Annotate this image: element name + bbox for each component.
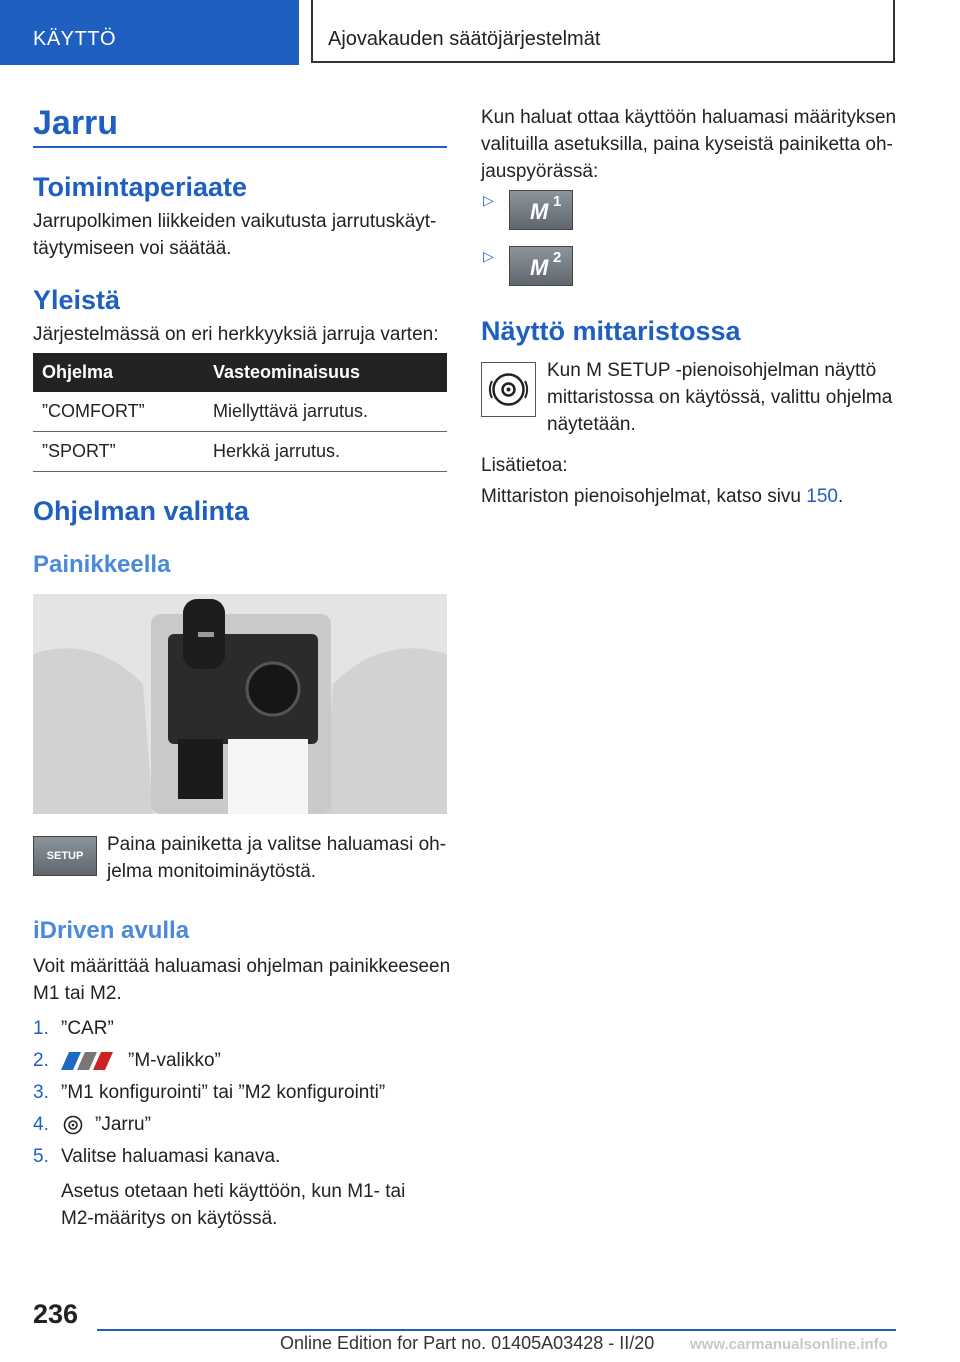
center-console-photo — [33, 594, 447, 814]
setup-button-image: SETUP — [33, 836, 97, 876]
m1-letter: M — [530, 199, 549, 224]
more-info-line — [481, 483, 843, 510]
header-section-tab — [0, 0, 299, 65]
paragraph-line: M1 tai M2. — [33, 983, 122, 1004]
paragraph-line: Jarrupolkimen liikkeiden vaikutusta jarrutuskäyt- — [33, 211, 437, 232]
m1-button-image — [509, 190, 573, 230]
m2-letter: M — [530, 255, 549, 280]
paragraph-line: mittaristossa on käytössä, valittu ohjelma — [547, 387, 893, 408]
table-cell: ”SPORT” — [33, 432, 204, 472]
header-section-label: KÄYTTÖ — [33, 28, 117, 50]
heading-ohjelman-valinta: Ohjelman valinta — [33, 496, 250, 526]
program-table — [33, 353, 447, 472]
subheading-painikkeella: Painikkeella — [33, 551, 171, 578]
console-illustration — [33, 594, 447, 814]
table-row — [33, 392, 447, 432]
m1-number: 1 — [553, 193, 562, 210]
paragraph-naytto — [547, 357, 892, 438]
paragraph-line: jauspyörässä: — [481, 161, 599, 182]
step-text: ”M-valikko” — [128, 1050, 221, 1071]
paragraph-yleista: Järjestelmässä on eri herkkyyksiä jarruja varten: — [33, 324, 439, 345]
paragraph-line: Asetus otetaan heti käyttöön, kun M1- tai — [61, 1181, 406, 1202]
step-5 — [33, 1146, 447, 1168]
step-4 — [33, 1114, 447, 1136]
bullet-marker: ▷ — [483, 248, 494, 264]
more-info-end: . — [837, 486, 844, 507]
paragraph-line: Paina painiketta ja valitse haluamasi oh- — [107, 834, 447, 855]
step-text: ”Jarru” — [95, 1114, 151, 1135]
step-3 — [33, 1082, 447, 1104]
table-header: Ohjelma — [33, 353, 204, 392]
table-row — [33, 432, 447, 472]
footer-edition: Online Edition for Part no. 01405A03428 - II/20 — [280, 1333, 655, 1353]
step-text: ”M1 konfigurointi” tai ”M2 konfigurointi” — [61, 1082, 386, 1103]
paragraph-line: Voit määrittää haluamasi ohjelman painikkeeseen — [33, 956, 451, 977]
paragraph-line: näytetään. — [547, 414, 636, 435]
footer-watermark: www.carmanualsonline.info — [690, 1336, 888, 1353]
paragraph-setup — [107, 831, 446, 885]
table-cell: Herkkä jarrutus. — [204, 432, 447, 472]
title-rule — [33, 146, 447, 148]
heading-yleista: Yleistä — [33, 285, 121, 315]
heading-toimintaperiaate: Toimintaperiaate — [33, 172, 248, 202]
page-reference-link[interactable]: 150 — [806, 486, 838, 507]
paragraph-line: jelma monitoiminäytöstä. — [107, 861, 317, 882]
paragraph-toimintaperiaate — [33, 208, 436, 262]
step-number: 1. — [33, 1018, 49, 1039]
m2-number: 2 — [553, 249, 562, 266]
step-number: 3. — [33, 1082, 49, 1103]
step-number: 5. — [33, 1146, 49, 1167]
table-cell: ”COMFORT” — [33, 392, 204, 432]
step-number: 2. — [33, 1050, 49, 1071]
header-chapter-label: Ajovakauden säätöjärjestelmät — [328, 28, 601, 50]
table-header-row — [33, 353, 447, 392]
footer-rule — [97, 1329, 896, 1331]
paragraph-line: M2-määritys on käytössä. — [61, 1208, 278, 1229]
step-text: ”CAR” — [61, 1018, 114, 1039]
step-1 — [33, 1018, 447, 1040]
brake-disc-icon — [482, 363, 535, 416]
step-number: 4. — [33, 1114, 49, 1135]
more-info-label: Lisätietoa: — [481, 455, 568, 476]
bullet-marker: ▷ — [483, 192, 494, 208]
m2-button-image — [509, 246, 573, 286]
step-2 — [33, 1050, 447, 1072]
paragraph-line: täytymiseen voi säätää. — [33, 238, 232, 259]
table-cell: Miellyttävä jarrutus. — [204, 392, 447, 432]
paragraph-idrive — [33, 953, 450, 1007]
page-number: 236 — [33, 1299, 79, 1329]
more-info-text: Mittariston pienoisohjelmat, katso sivu — [481, 486, 807, 507]
page-title: Jarru — [33, 104, 119, 142]
header-chapter-box — [311, 0, 895, 63]
table-header: Vasteominaisuus — [204, 353, 447, 392]
subheading-idrive: iDriven avulla — [33, 917, 190, 944]
step-5-note — [61, 1178, 405, 1232]
paragraph-line: Kun M SETUP -pienoisohjelman näyttö — [547, 360, 877, 381]
brake-disc-icon — [63, 1115, 83, 1135]
paragraph-line: valituilla asetuksilla, paina kyseistä painiketta oh- — [481, 134, 893, 155]
heading-naytto: Näyttö mittaristossa — [481, 316, 741, 346]
m-stripes-icon — [61, 1052, 117, 1070]
step-text: Valitse haluamasi kanava. — [61, 1146, 281, 1167]
brake-display-icon-box — [481, 362, 536, 417]
paragraph-line: Kun haluat ottaa käyttöön haluamasi määrityksen — [481, 107, 897, 128]
paragraph-steering-wheel — [481, 104, 896, 185]
